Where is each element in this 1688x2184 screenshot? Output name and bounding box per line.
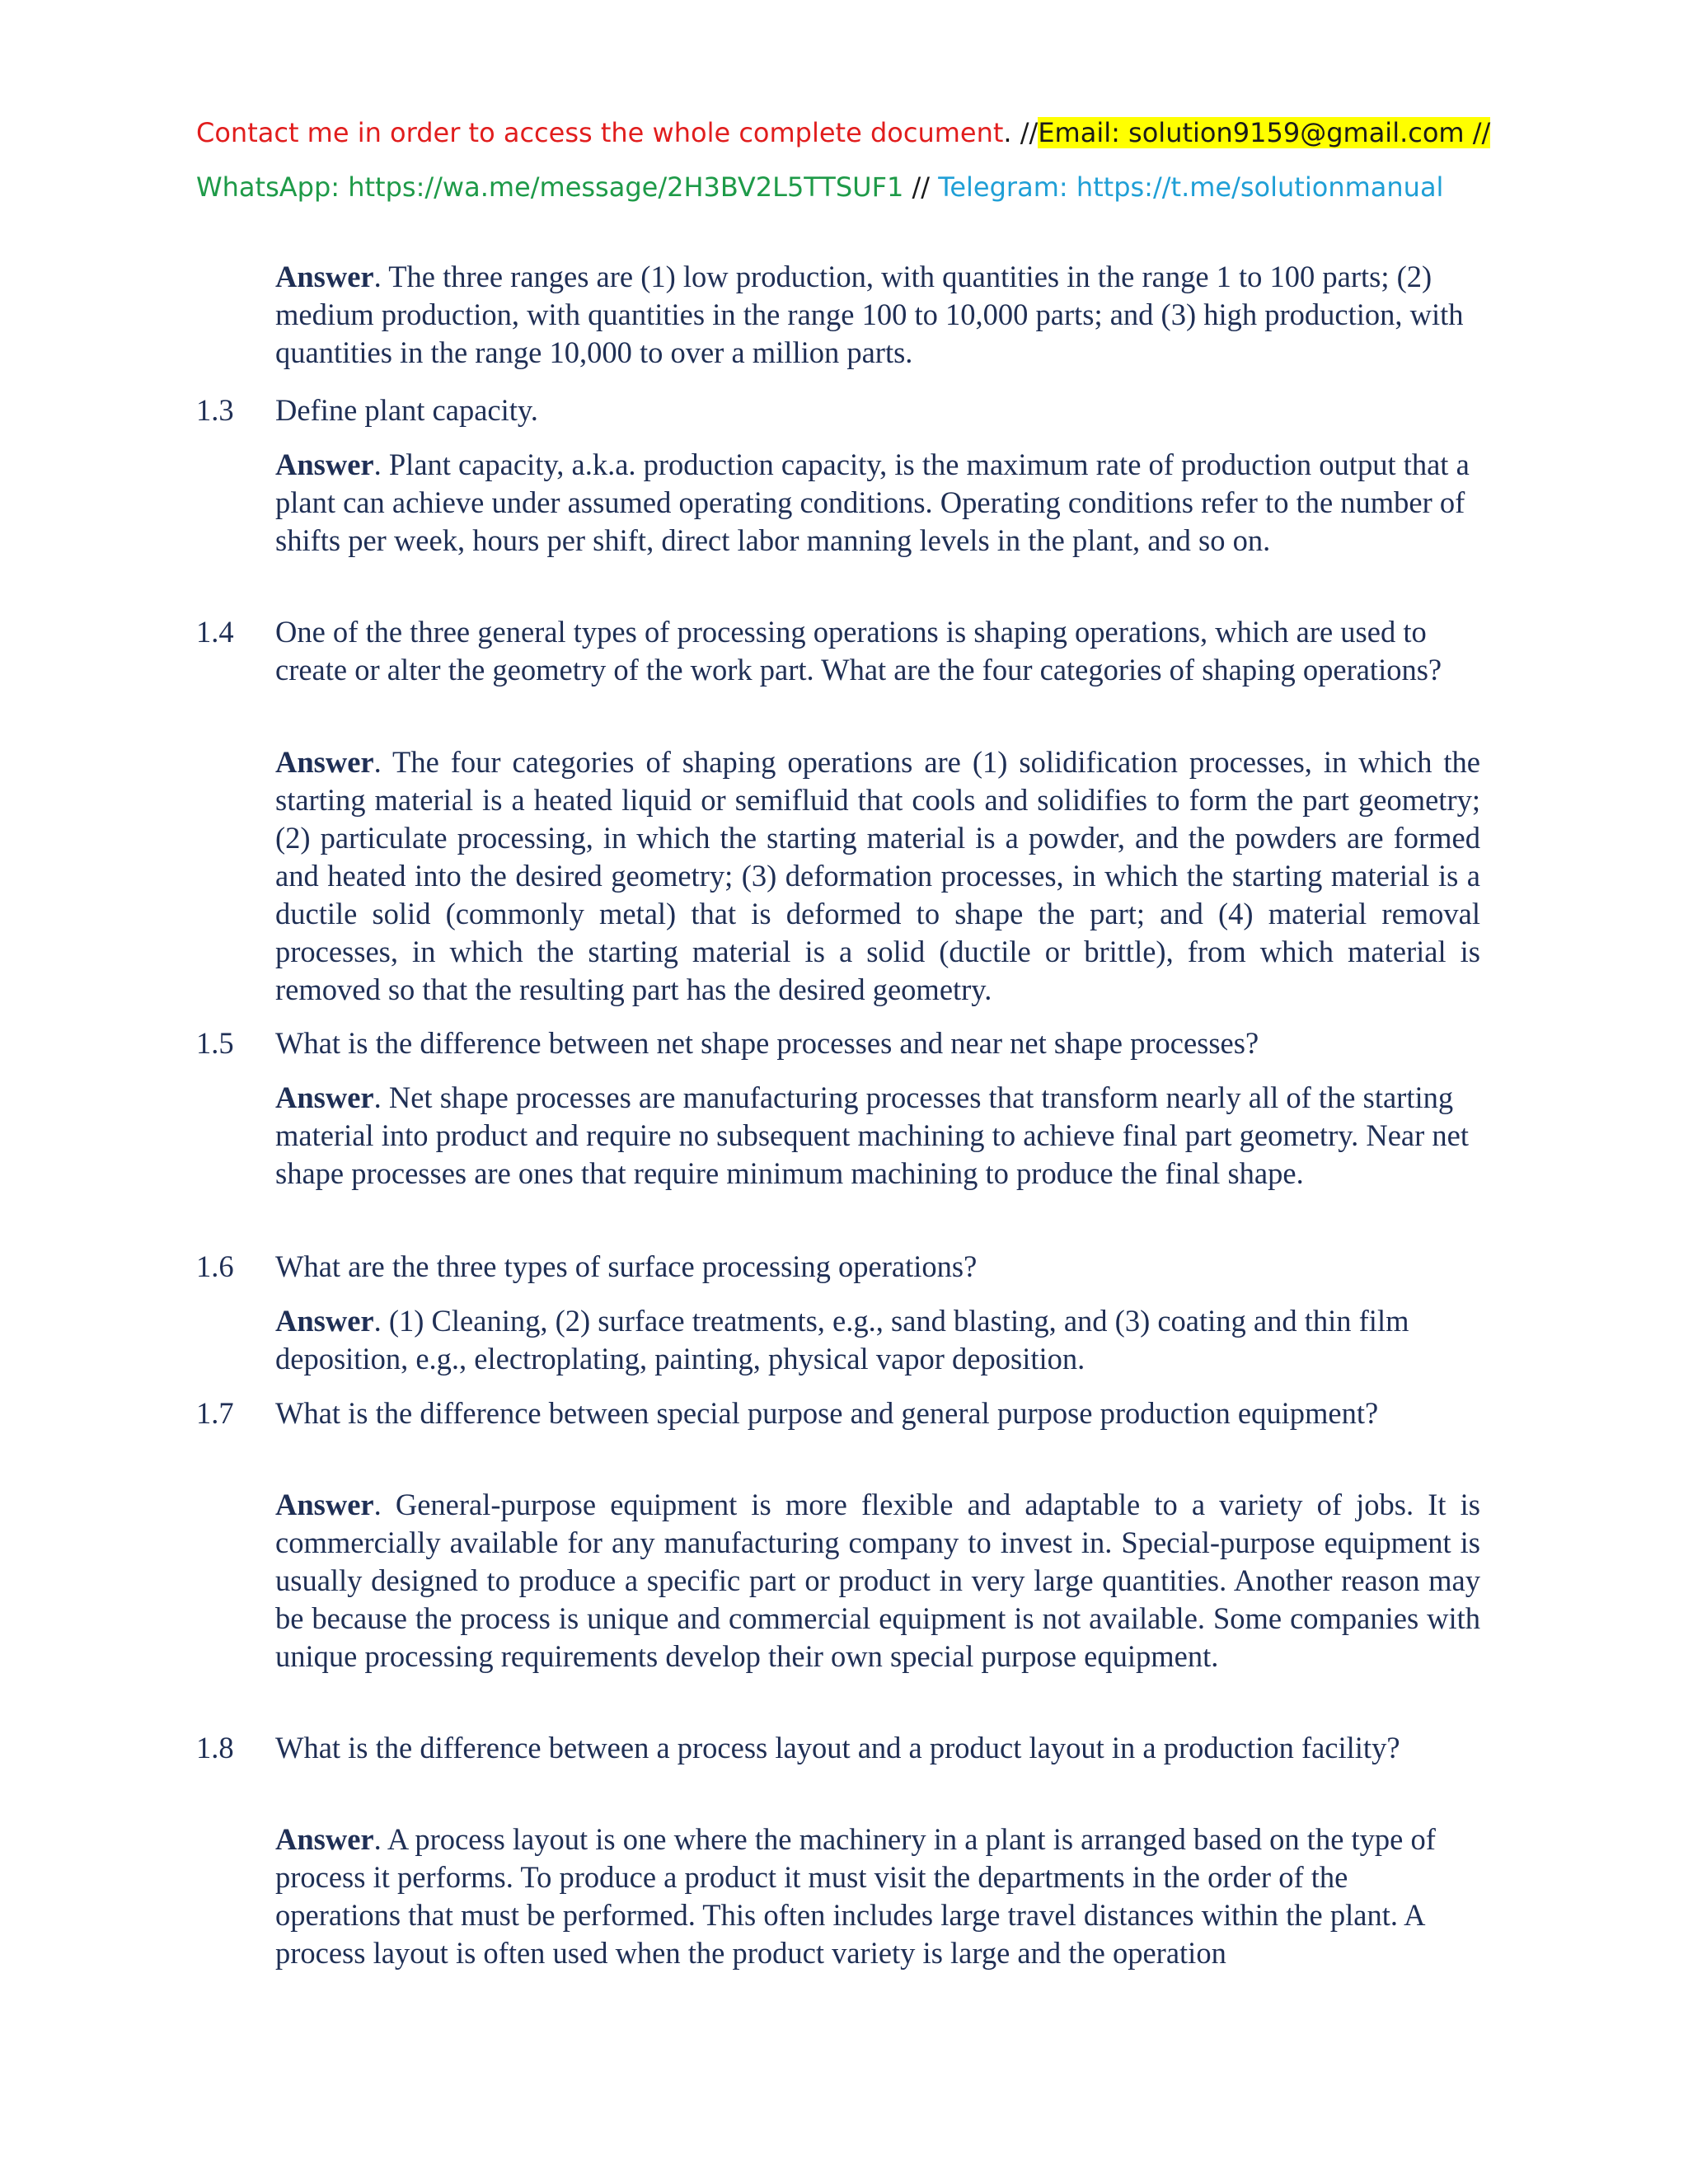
separator: //: [1011, 117, 1039, 148]
question-text: What is the difference between net shape processes and near net shape processes?: [275, 1026, 1259, 1060]
contact-line: [196, 115, 1490, 150]
answer-text: . General-purpose equipment is more flexible and adaptable to a variety of jobs. It is commercially available for any manufacturing company to invest in. Special-purpose equipment is usually designed to produce a specific part or product in very large quantities. Another reason may be because the process is unique and commercial equipment is not available. Some companies with unique processing requirements develop their own special purpose equipment.: [275, 1488, 1480, 1673]
messenger-line: [196, 170, 1443, 204]
question-text: What is the difference between special purpose and general purpose production equipment?: [275, 1396, 1379, 1430]
question-number: 1.5: [196, 1026, 234, 1060]
answer-paragraph: [275, 1486, 1480, 1675]
email-link[interactable]: Email: solution9159@gmail.com //: [1038, 117, 1491, 148]
answer-text: . The four categories of shaping operations are (1) solidification processes, in which the starting material is a heated liquid or semifluid that cools and solidifies to form the part geometry; (2) particulate processing, in which the starting material is a powder, and the powders are formed and heated into the desired geometry; (3) deformation processes, in which the starting material is a ductile solid (commonly metal) that is deformed to shape the part; and (4) material removal processes, in which the starting material is a solid (ductile or brittle), from which material is removed so that the resulting part has the desired geometry.: [275, 745, 1480, 1006]
answer-label: Answer: [275, 1488, 374, 1521]
answer-text: . Plant capacity, a.k.a. production capacity, is the maximum rate of production output that a plant can achieve under assumed operating conditions. Operating conditions refer to the number of shifts per week, hours per shift, direct labor manning levels in the plant, and so on.: [275, 448, 1470, 557]
question-text: What is the difference between a process layout and a product layout in a production facility?: [275, 1731, 1400, 1765]
answer-paragraph: [275, 446, 1480, 560]
contact-period: .: [1003, 117, 1012, 148]
question-number: 1.6: [196, 1249, 234, 1283]
contact-text: Contact me in order to access the whole complete document: [196, 117, 1004, 148]
answer-paragraph: [275, 1302, 1480, 1378]
answer-label: Answer: [275, 1304, 374, 1338]
answer-paragraph: [275, 1079, 1480, 1193]
question-number: 1.8: [196, 1731, 234, 1765]
answer-label: Answer: [275, 745, 374, 779]
answer-label: Answer: [275, 1080, 374, 1114]
answer-label: Answer: [275, 260, 374, 293]
answer-text: . Net shape processes are manufacturing processes that transform nearly all of the starting material into product and require no subsequent machining to achieve final part geometry. Near net shape processes are ones that require minimum machining to produce the final shape.: [275, 1080, 1469, 1190]
whatsapp-link[interactable]: WhatsApp: https://wa.me/message/2H3BV2L5TTSUF1: [196, 171, 904, 203]
answer-paragraph: [275, 743, 1480, 1009]
separator: //: [903, 171, 939, 203]
telegram-link[interactable]: Telegram: https://t.me/solutionmanual: [938, 171, 1444, 203]
question-text: One of the three general types of processing operations is shaping operations, which are used to create or alter the geometry of the work part. What are the four categories of shaping operations?: [275, 615, 1442, 687]
question-number: 1.7: [196, 1396, 234, 1430]
answer-text: . A process layout is one where the machinery in a plant is arranged based on the type of process it performs. To produce a product it must visit the departments in the order of the operations that must be performed. This often includes large travel distances within the plant. A process layout is often used when the product variety is large and the operation: [275, 1822, 1436, 1970]
answer-paragraph: [275, 258, 1480, 372]
answer-paragraph: [275, 1821, 1480, 1972]
answer-text: . (1) Cleaning, (2) surface treatments, e.g., sand blasting, and (3) coating and thin film deposition, e.g., electroplating, painting, physical vapor deposition.: [275, 1304, 1409, 1376]
answer-label: Answer: [275, 448, 374, 481]
question-number: 1.4: [196, 615, 234, 649]
question-number: 1.3: [196, 393, 234, 427]
question-text: Define plant capacity.: [275, 393, 538, 427]
answer-label: Answer: [275, 1822, 374, 1856]
question-text: What are the three types of surface processing operations?: [275, 1249, 978, 1283]
answer-text: . The three ranges are (1) low production, with quantities in the range 1 to 100 parts; (2) medium production, with quantities in the range 100 to 10,000 parts; and (3) high production, with quantities in the range 10,000 to over a million parts.: [275, 260, 1464, 369]
